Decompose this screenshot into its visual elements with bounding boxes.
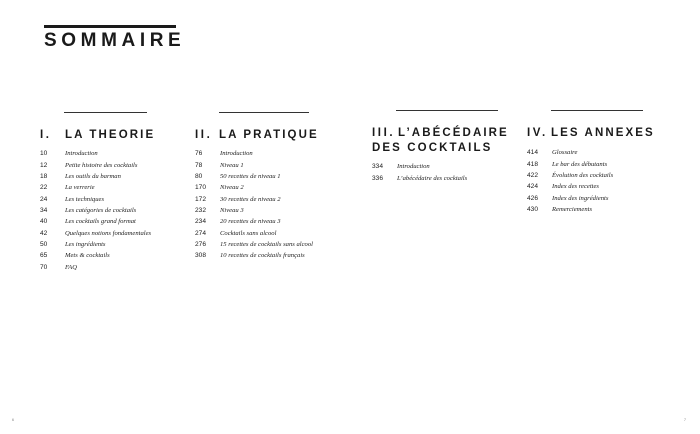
toc-entry bbox=[195, 193, 313, 204]
toc-entry-label: 20 recettes de niveau 3 bbox=[220, 218, 281, 226]
section-heading: L’ABÉCÉDAIRE bbox=[398, 127, 509, 139]
section-numeral: II. bbox=[195, 129, 213, 141]
toc-entry bbox=[40, 148, 151, 159]
toc-page-number: 414 bbox=[527, 149, 539, 157]
section-heading: LA PRATIQUE bbox=[219, 129, 319, 141]
toc-entry bbox=[40, 227, 151, 238]
toc-page-number: 65 bbox=[40, 252, 48, 260]
toc-page-number: 232 bbox=[195, 206, 207, 214]
toc-entry-label: Niveau 3 bbox=[220, 206, 244, 214]
toc-entry bbox=[195, 182, 313, 193]
toc-entry-label: Niveau 1 bbox=[220, 161, 244, 169]
toc-entry bbox=[195, 239, 313, 250]
toc-list bbox=[195, 148, 313, 261]
toc-entry-label: Niveau 2 bbox=[220, 184, 244, 192]
toc-entry-label: 50 recettes de niveau 1 bbox=[220, 172, 281, 180]
toc-entry-label: Introduction bbox=[397, 163, 430, 171]
toc-page-number: 336 bbox=[372, 174, 384, 182]
toc-page-number: 170 bbox=[195, 184, 207, 192]
toc-entry-label: Glossaire bbox=[552, 149, 578, 157]
toc-entry-label: Les catégories de cocktails bbox=[65, 206, 137, 214]
toc-entry-label: Index des ingrédients bbox=[552, 194, 609, 202]
toc-entry-label: La verrerie bbox=[65, 184, 95, 192]
toc-entry-label: FAQ bbox=[65, 263, 77, 271]
toc-page-number: 426 bbox=[527, 194, 539, 202]
toc-entry bbox=[527, 181, 613, 192]
toc-entry-label: 10 recettes de cocktails français bbox=[220, 252, 305, 260]
folio-left: 6 bbox=[12, 418, 14, 422]
toc-entry bbox=[527, 147, 613, 158]
toc-entry bbox=[40, 250, 151, 261]
toc-entry bbox=[40, 239, 151, 250]
toc-page-number: 76 bbox=[195, 150, 203, 158]
toc-entry-label: Les ingrédients bbox=[65, 240, 106, 248]
toc-entry bbox=[527, 192, 613, 203]
toc-page-number: 172 bbox=[195, 195, 207, 203]
toc-entry-label: Les outils du barman bbox=[65, 172, 121, 180]
toc-page-number: 276 bbox=[195, 240, 207, 248]
toc-entry-label: L’abécédaire des cocktails bbox=[397, 174, 468, 182]
toc-page-number: 424 bbox=[527, 183, 539, 191]
toc-entry-label: Le bar des débutants bbox=[552, 160, 608, 168]
toc-entry bbox=[40, 182, 151, 193]
toc-entry bbox=[195, 227, 313, 238]
toc-page-number: 430 bbox=[527, 205, 539, 213]
section-numeral: I. bbox=[40, 129, 52, 141]
toc-entry bbox=[40, 216, 151, 227]
toc-entry-label: Petite histoire des cocktails bbox=[65, 161, 138, 169]
toc-page-number: 308 bbox=[195, 252, 207, 260]
toc-page-number: 10 bbox=[40, 150, 48, 158]
toc-entry-label: Introduction bbox=[65, 150, 98, 158]
section-numeral: IV. bbox=[527, 127, 548, 139]
toc-list bbox=[40, 148, 151, 273]
toc-page-number: 422 bbox=[527, 171, 539, 179]
title-rule bbox=[44, 25, 176, 28]
toc-entry bbox=[527, 158, 613, 169]
section-heading-line-2: DES COCKTAILS bbox=[372, 142, 493, 154]
toc-page-number: 78 bbox=[195, 161, 203, 169]
toc-entry-label: Quelques notions fondamentales bbox=[65, 229, 152, 237]
toc-entry bbox=[195, 148, 313, 159]
section-heading: LES ANNEXES bbox=[551, 127, 655, 139]
toc-page-number: 40 bbox=[40, 218, 48, 226]
section-rule bbox=[219, 112, 309, 113]
section-rule bbox=[551, 110, 643, 111]
toc-entry bbox=[40, 205, 151, 216]
toc-page-number: 334 bbox=[372, 163, 384, 171]
toc-entry bbox=[527, 170, 613, 181]
toc-page-number: 12 bbox=[40, 161, 48, 169]
toc-entry-label: 15 recettes de cocktails sans alcool bbox=[220, 240, 313, 248]
toc-entry-label: Remerciements bbox=[552, 205, 593, 213]
toc-page-number: 80 bbox=[195, 172, 203, 180]
toc-entry-label: Index des recettes bbox=[552, 183, 599, 191]
toc-list bbox=[527, 147, 613, 215]
toc-page-number: 22 bbox=[40, 184, 48, 192]
toc-page-number: 34 bbox=[40, 206, 48, 214]
toc-entry-label: Les techniques bbox=[65, 195, 105, 203]
toc-page-number: 274 bbox=[195, 229, 207, 237]
toc-entry-label: Mets & cocktails bbox=[65, 252, 110, 260]
toc-page-number: 24 bbox=[40, 195, 48, 203]
section-heading: LA THEORIE bbox=[65, 129, 156, 141]
toc-entry bbox=[40, 171, 151, 182]
folio-right: 7 bbox=[684, 418, 686, 422]
toc-entry bbox=[195, 159, 313, 170]
toc-page-number: 70 bbox=[40, 263, 48, 271]
toc-entry bbox=[372, 172, 467, 183]
toc-entry-label: Cocktails sans alcool bbox=[220, 229, 277, 237]
toc-entry bbox=[195, 205, 313, 216]
toc-entry bbox=[40, 159, 151, 170]
toc-page-number: 418 bbox=[527, 160, 539, 168]
page-title: SOMMAIRE bbox=[44, 30, 186, 51]
toc-page-number: 234 bbox=[195, 218, 207, 226]
toc-entry-label: Les cocktails grand format bbox=[65, 218, 136, 226]
toc-page-number: 18 bbox=[40, 172, 48, 180]
toc-entry bbox=[40, 261, 151, 272]
toc-page-number: 50 bbox=[40, 240, 48, 248]
toc-list bbox=[372, 161, 467, 184]
toc-entry bbox=[195, 216, 313, 227]
section-rule bbox=[396, 110, 498, 111]
toc-entry-label: Introduction bbox=[220, 150, 253, 158]
toc-entry bbox=[195, 171, 313, 182]
toc-entry-label: Évolution des cocktails bbox=[552, 171, 614, 179]
section-rule bbox=[64, 112, 147, 113]
toc-entry bbox=[372, 161, 467, 172]
toc-entry bbox=[40, 193, 151, 204]
toc-entry-label: 30 recettes de niveau 2 bbox=[220, 195, 281, 203]
toc-page-number: 42 bbox=[40, 229, 48, 237]
toc-entry bbox=[527, 204, 613, 215]
toc-entry bbox=[195, 250, 313, 261]
section-numeral: III. bbox=[372, 127, 396, 139]
